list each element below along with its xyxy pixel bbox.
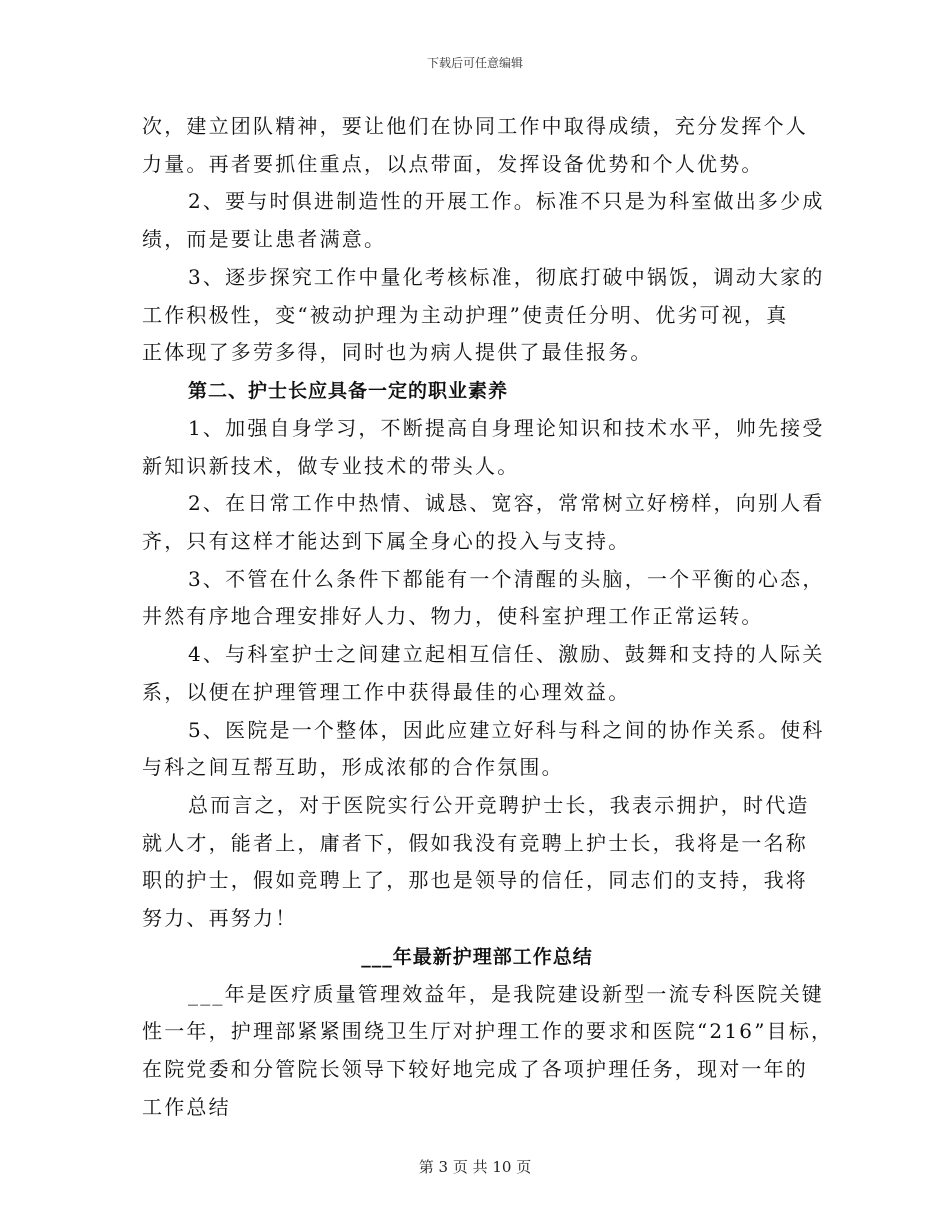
text-line: 总而言之，对于医院实行公开竞聘护士长，我表示拥护，时代造 bbox=[188, 792, 810, 817]
text-line: 4、与科室护士之间建立起相互信任、激励、鼓舞和支持的人际关 bbox=[188, 642, 825, 667]
paragraph-keep-pace bbox=[142, 183, 825, 258]
text-line: 正体现了多劳多得，同时也为病人提供了最佳报务。 bbox=[142, 340, 653, 365]
paragraph-team-spirit bbox=[142, 108, 812, 183]
paragraph-role-model bbox=[142, 485, 825, 560]
text-line: 2、在日常工作中热情、诚恳、宽容，常常树立好榜样，向别人看 bbox=[188, 491, 825, 516]
paragraph-annual-summary-intro bbox=[142, 976, 834, 1127]
text-line: 工作积极性，变“被动护理为主动护理”使责任分明、优劣可视，真 bbox=[142, 302, 789, 327]
text-line: 性一年，护理部紧紧围绕卫生厅对护理工作的要求和医院“216”目标， bbox=[142, 1019, 834, 1044]
text-line: 就人才，能者上，庸者下，假如我没有竞聘上护士长，我将是一名称 bbox=[142, 830, 808, 855]
text-line: 次，建立团队精神，要让他们在协同工作中取得成绩，充分发挥个人 bbox=[142, 114, 808, 138]
text-line: 新知识新技术，做专业技术的带头人。 bbox=[142, 453, 520, 478]
text-line: 在院党委和分管院长领导下较好地完成了各项护理任务，现对一年的 bbox=[142, 1057, 808, 1082]
text-line: 职的护士，假如竞聘上了，那也是领导的信任，同志们的支持，我将 bbox=[142, 868, 808, 893]
text-line: 与科之间互帮互助，形成浓郁的合作氛围。 bbox=[142, 755, 564, 780]
text-line: 5、医院是一个整体，因此应建立好科与科之间的协作关系。使科 bbox=[188, 717, 825, 742]
text-line: ___年是医疗质量管理效益年，是我院建设新型一流专科医院关键 bbox=[188, 981, 824, 1006]
text-line: 力量。再者要抓住重点，以点带面，发挥设备优势和个人优势。 bbox=[142, 151, 764, 176]
paragraph-quantified-assessment bbox=[142, 259, 825, 372]
text-line: 3、逐步探究工作中量化考核标准，彻底打破中锅饭，调动大家的 bbox=[188, 264, 825, 289]
section-heading-professional-quality: 第二、护士长应具备一定的职业素养 bbox=[188, 379, 509, 402]
page-number-footer: 第 3 页 共 10 页 bbox=[418, 1158, 532, 1176]
paragraph-self-study bbox=[142, 410, 825, 485]
text-line: 齐，只有这样才能达到下属全身心的投入与支持。 bbox=[142, 529, 631, 554]
document-title-annual-summary: ___年最新护理部工作总结 bbox=[361, 945, 593, 968]
paragraph-clear-mind bbox=[142, 561, 825, 636]
text-line: 1、加强自身学习，不断提高自身理论知识和技术水平，帅先接受 bbox=[188, 415, 825, 440]
text-line: 系，以便在护理管理工作中获得最佳的心理效益。 bbox=[142, 679, 631, 704]
text-line: 井然有序地合理安排好人力、物力，使科室护理工作正常运转。 bbox=[142, 604, 764, 629]
text-line: 工作总结 bbox=[142, 1094, 231, 1119]
text-line: 绩，而是要让患者满意。 bbox=[142, 227, 387, 252]
text-line: 2、要与时俱进制造性的开展工作。标准不只是为科室做出多少成 bbox=[188, 189, 825, 214]
page-header: 下载后可任意编辑 bbox=[426, 56, 523, 70]
text-line: 3、不管在什么条件下都能有一个清醒的头脑，一个平衡的心态， bbox=[188, 566, 825, 591]
paragraph-cooperation bbox=[142, 712, 825, 787]
paragraph-mutual-trust bbox=[142, 636, 825, 711]
document-body bbox=[142, 108, 834, 1127]
text-line: 努力、再努力！ bbox=[142, 906, 298, 931]
paragraph-conclusion bbox=[142, 787, 812, 938]
